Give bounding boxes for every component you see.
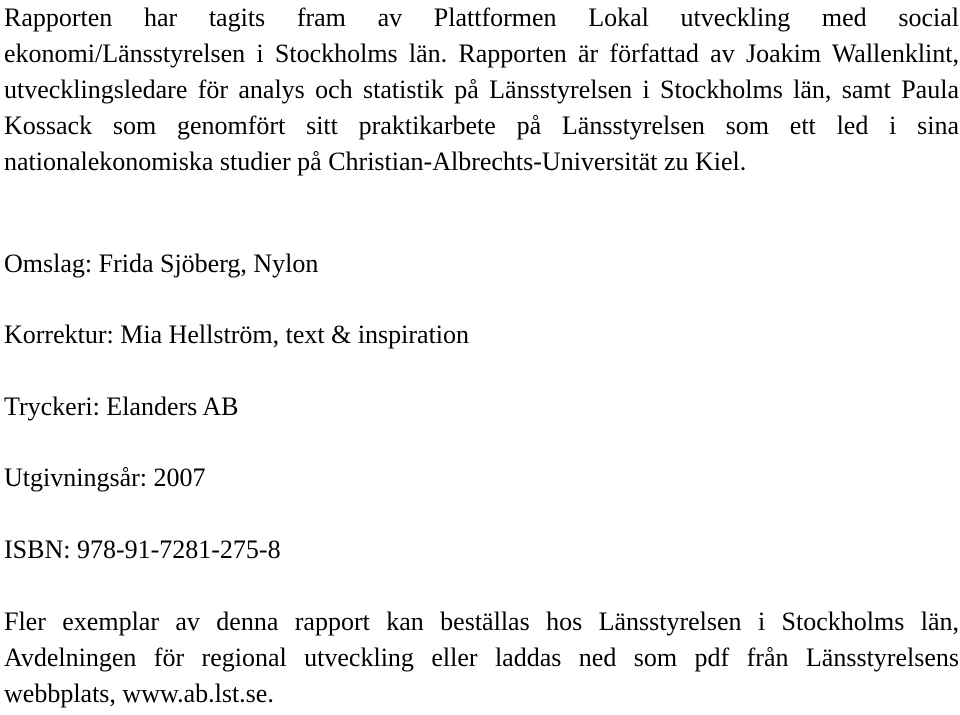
report-authorship-paragraph: Rapporten har tagits fram av Plattformen Lokal utveckling med social ekonomi/Länsstyrelsen i Stockholms län. Rapporten är författad av Joakim Wallenklint, utvecklingsledare för analys och statistik på Länsstyrelsen i Stockholms län, samt Paula Kossack som genomfört sitt praktikarbete på Länsstyrelsen som ett led i sina nationalekonomiska studier på Christian-Albrechts-Universität zu Kiel. [4,3,959,176]
proofreading-credit: Korrektur: Mia Hellström, text & inspiration [4,320,470,349]
isbn-number: ISBN: 978-91-7281-275-8 [4,535,281,564]
ordering-info-paragraph: Fler exemplar av denna rapport kan beställas hos Länsstyrelsen i Stockholms län, Avdelningen för regional utveckling eller laddas ned som pdf från Länsstyrelsens webbplats, www.ab.lst.se. [4,607,959,708]
printer-credit: Tryckeri: Elanders AB [4,392,239,421]
cover-credit: Omslag: Frida Sjöberg, Nylon [4,249,319,278]
publication-year: Utgivningsår: 2007 [4,463,206,492]
